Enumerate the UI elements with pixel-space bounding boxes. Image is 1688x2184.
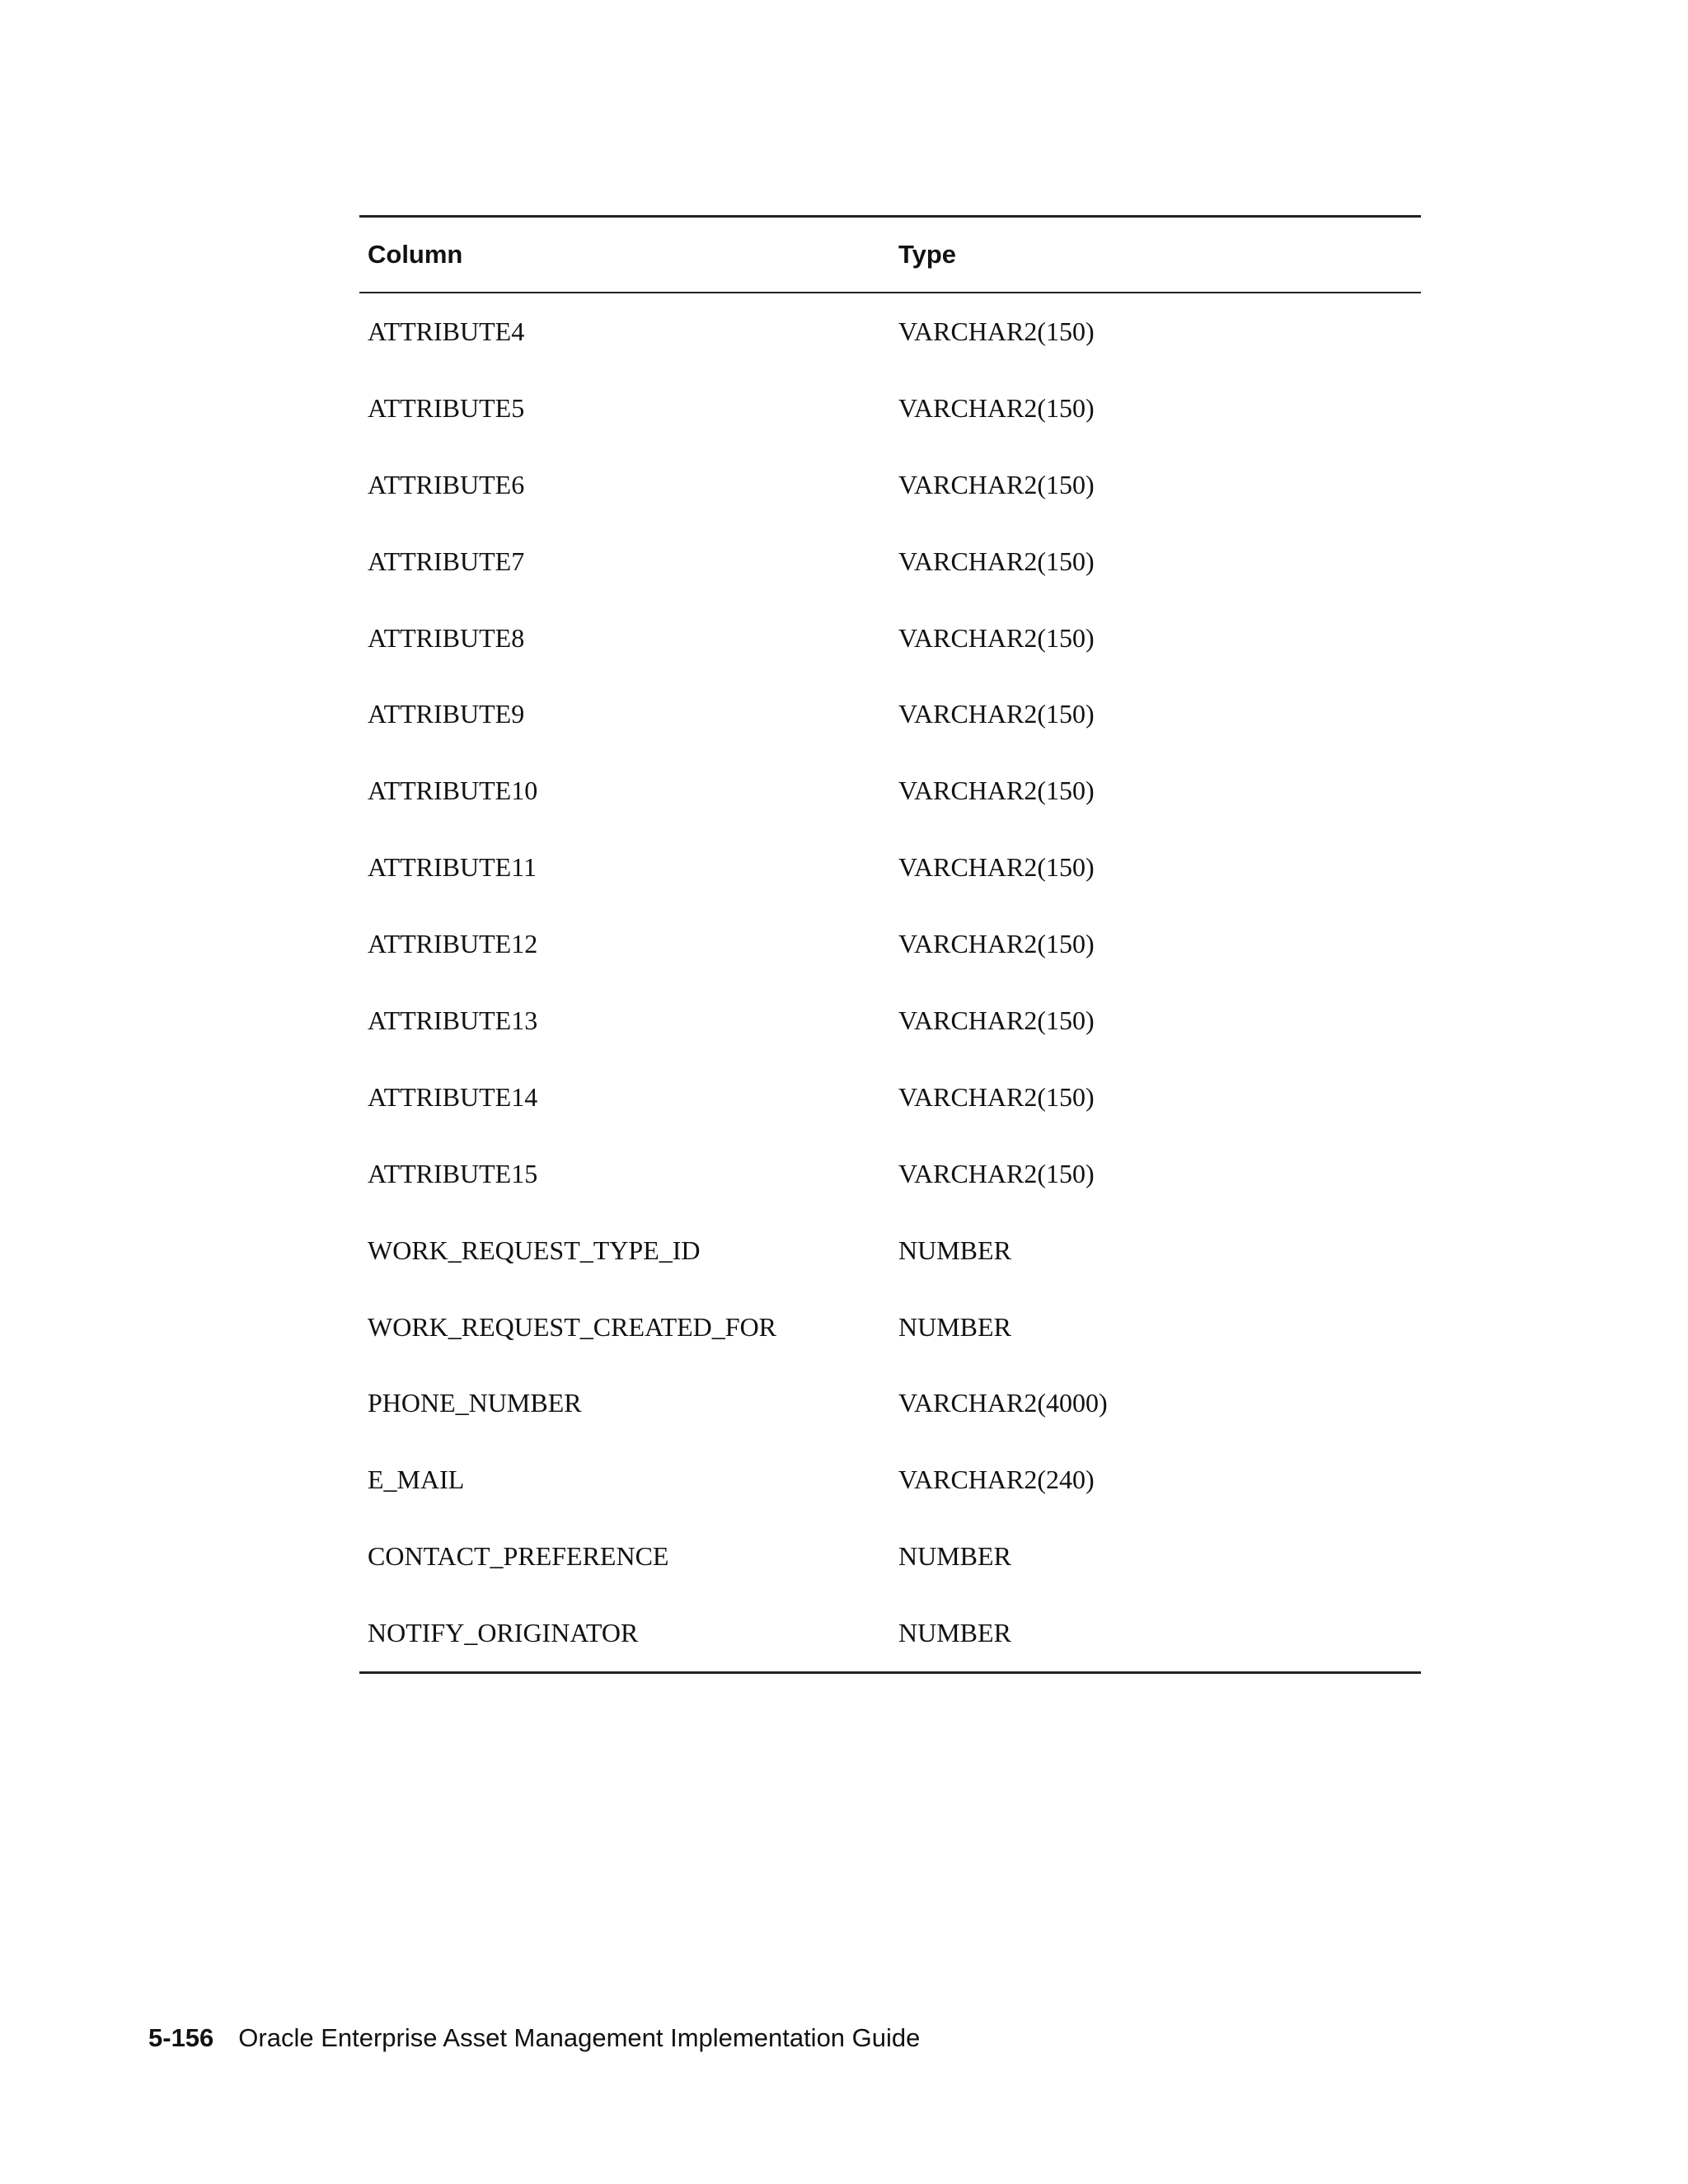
guide-title: Oracle Enterprise Asset Management Implementation Guide <box>238 2023 921 2052</box>
cell-type: NUMBER <box>898 1618 1011 1648</box>
table-row <box>359 370 1421 447</box>
cell-type: VARCHAR2(150) <box>898 776 1095 806</box>
table-row <box>359 1595 1421 1671</box>
cell-column: CONTACT_PREFERENCE <box>368 1541 669 1572</box>
table-row <box>359 293 1421 370</box>
cell-type: VARCHAR2(150) <box>898 469 1095 499</box>
cell-type: VARCHAR2(150) <box>898 546 1095 576</box>
cell-type: VARCHAR2(150) <box>898 699 1095 729</box>
table-row <box>359 676 1421 752</box>
cell-column: NOTIFY_ORIGINATOR <box>368 1618 639 1648</box>
cell-type: VARCHAR2(240) <box>898 1465 1095 1495</box>
cell-column: ATTRIBUTE5 <box>368 392 525 423</box>
cell-column: ATTRIBUTE8 <box>368 622 525 653</box>
table-body <box>359 293 1421 1671</box>
table-row <box>359 906 1421 982</box>
cell-type: NUMBER <box>898 1235 1011 1265</box>
table-row <box>359 600 1421 677</box>
cell-column: ATTRIBUTE7 <box>368 546 525 576</box>
cell-column: PHONE_NUMBER <box>368 1388 582 1418</box>
cell-column: ATTRIBUTE11 <box>368 852 537 883</box>
cell-column: ATTRIBUTE14 <box>368 1081 538 1112</box>
cell-type: VARCHAR2(150) <box>898 929 1095 959</box>
table-row <box>359 523 1421 600</box>
table-row <box>359 447 1421 523</box>
page-number: 5-156 <box>148 2023 214 2052</box>
cell-column: ATTRIBUTE12 <box>368 929 538 959</box>
cell-type: VARCHAR2(150) <box>898 622 1095 653</box>
table-row <box>359 1212 1421 1289</box>
cell-type: NUMBER <box>898 1541 1011 1572</box>
table-row <box>359 1441 1421 1518</box>
table-row <box>359 982 1421 1059</box>
cell-type: VARCHAR2(150) <box>898 1005 1095 1035</box>
cell-type: VARCHAR2(150) <box>898 316 1095 346</box>
cell-type: VARCHAR2(150) <box>898 852 1095 883</box>
cell-column: WORK_REQUEST_TYPE_ID <box>368 1235 701 1265</box>
table-row <box>359 1518 1421 1595</box>
cell-column: ATTRIBUTE6 <box>368 469 525 499</box>
cell-type: VARCHAR2(4000) <box>898 1388 1108 1418</box>
page-footer <box>148 2023 920 2053</box>
header-type: Type <box>898 240 957 269</box>
table-row <box>359 1289 1421 1366</box>
table-row <box>359 829 1421 906</box>
column-type-table <box>359 215 1421 1674</box>
cell-type: VARCHAR2(150) <box>898 1158 1095 1188</box>
table-row <box>359 1136 1421 1212</box>
table-row <box>359 1059 1421 1136</box>
cell-column: ATTRIBUTE4 <box>368 316 525 346</box>
cell-type: VARCHAR2(150) <box>898 392 1095 423</box>
header-column: Column <box>368 240 463 269</box>
cell-column: ATTRIBUTE9 <box>368 699 525 729</box>
cell-column: E_MAIL <box>368 1465 465 1495</box>
table-header <box>359 218 1421 293</box>
cell-type: NUMBER <box>898 1311 1011 1342</box>
cell-column: ATTRIBUTE10 <box>368 776 538 806</box>
table-row <box>359 1365 1421 1441</box>
cell-column: WORK_REQUEST_CREATED_FOR <box>368 1311 777 1342</box>
cell-column: ATTRIBUTE15 <box>368 1158 538 1188</box>
cell-column: ATTRIBUTE13 <box>368 1005 538 1035</box>
table-row <box>359 752 1421 829</box>
cell-type: VARCHAR2(150) <box>898 1081 1095 1112</box>
